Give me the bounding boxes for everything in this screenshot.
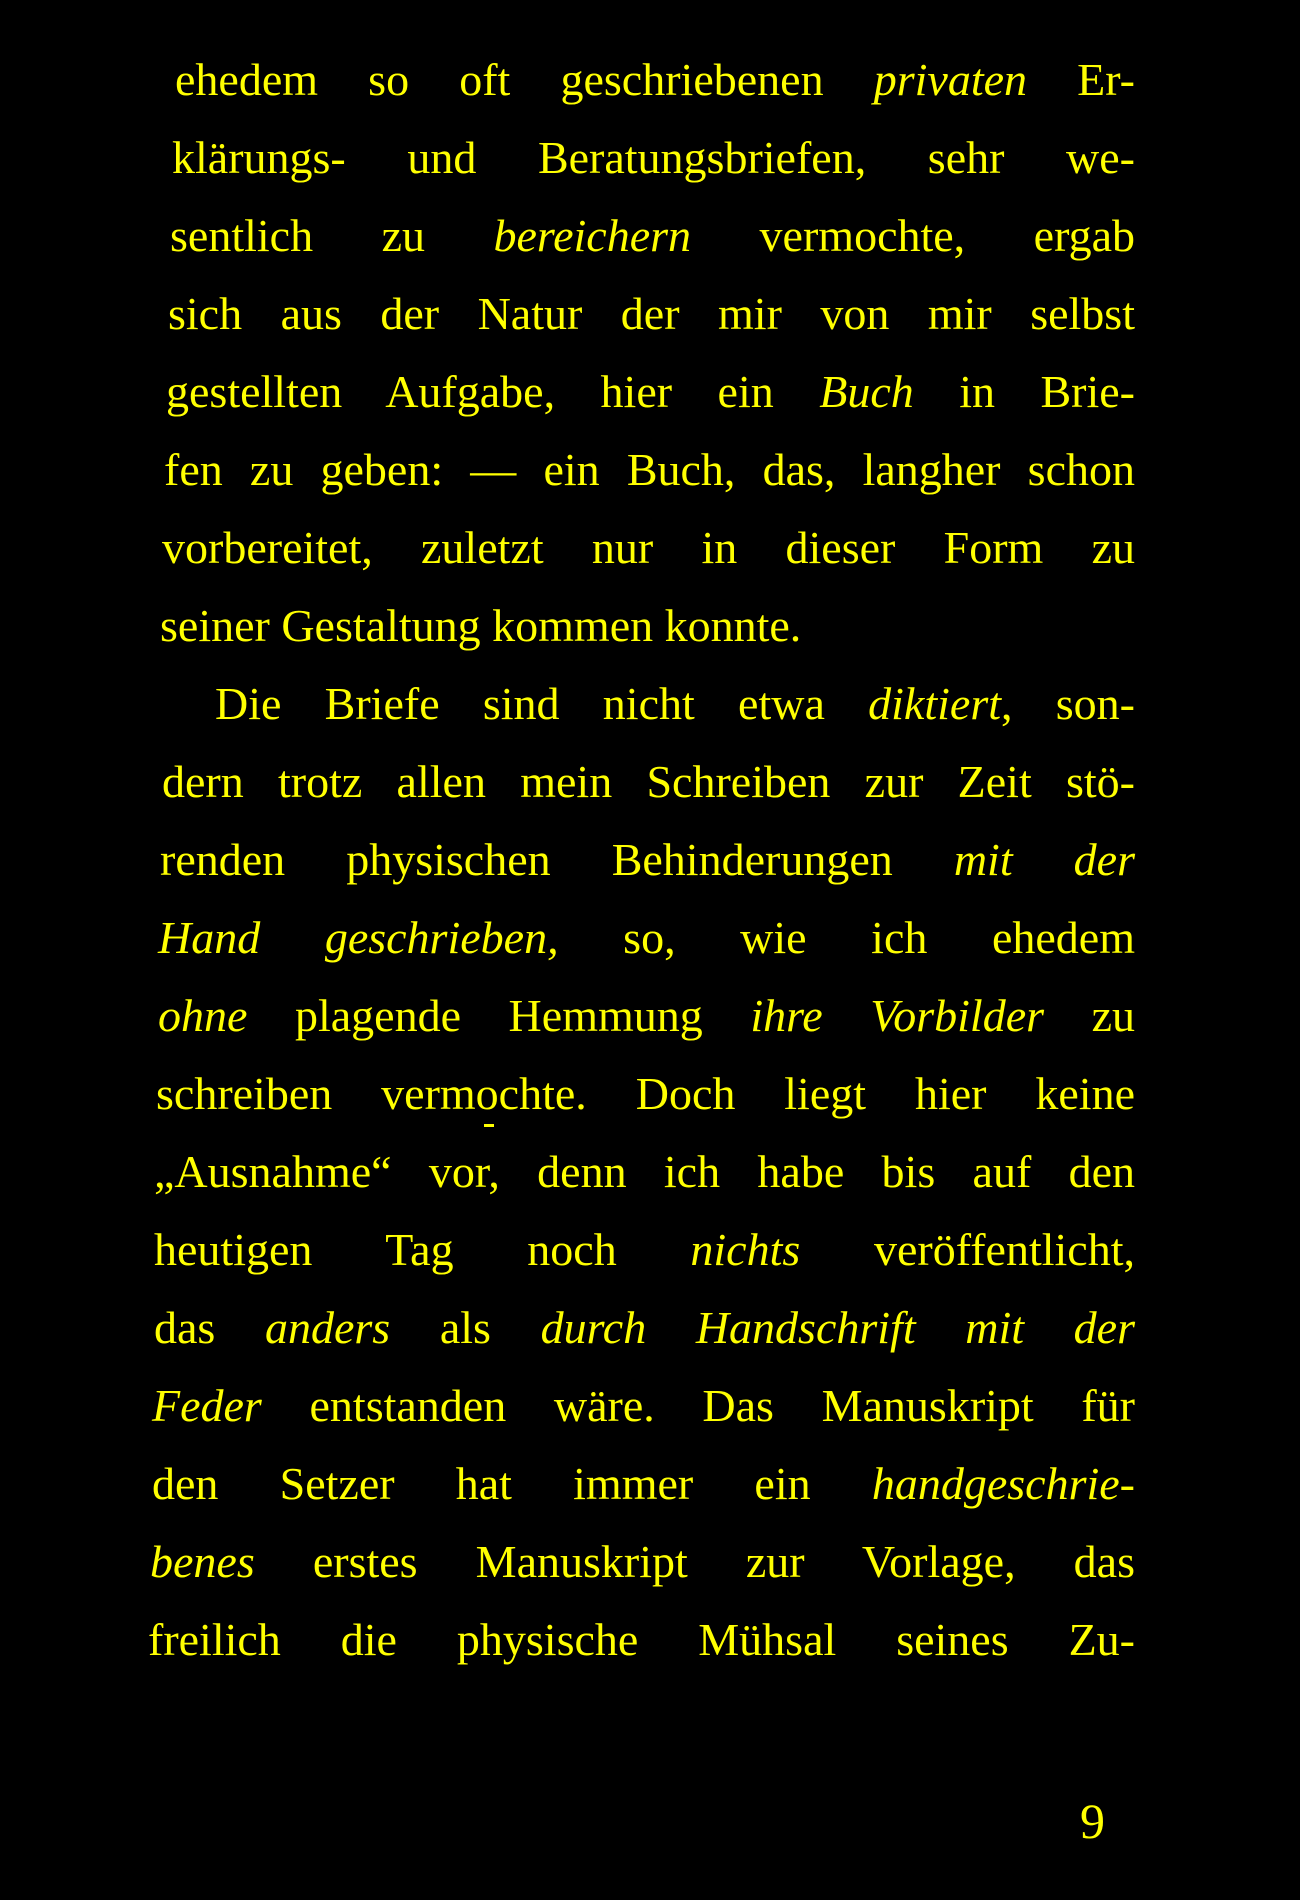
text-segment: in Brie- — [913, 366, 1135, 417]
text-segment: den Setzer hat immer ein — [152, 1458, 872, 1509]
italic-segment: privaten — [873, 54, 1028, 105]
text-line — [158, 910, 1135, 966]
text-line — [156, 1066, 1135, 1122]
text-segment: so, wie ich ehedem — [558, 912, 1135, 963]
italic-segment: mit der — [953, 834, 1135, 885]
text-segment: seiner Gestaltung kommen konnte. — [160, 600, 802, 651]
italic-segment: ohne — [158, 990, 248, 1041]
text-segment: gestellten Aufgabe, hier ein — [166, 366, 820, 417]
text-segment: , son- — [1001, 678, 1135, 729]
text-segment: fen zu geben: — ein Buch, das, langher schon — [164, 444, 1135, 495]
page-number: 9 — [1080, 1793, 1105, 1849]
italic-segment: diktiert — [868, 678, 1002, 729]
text-segment: vermochte, ergab — [691, 210, 1135, 261]
italic-segment: nichts — [690, 1224, 801, 1275]
text-line — [175, 52, 1135, 108]
text-segment: entstanden wäre. Das Manuskript für — [261, 1380, 1135, 1431]
italic-segment: Buch — [819, 366, 914, 417]
margin-mark — [484, 1124, 494, 1127]
text-segment: das — [154, 1302, 265, 1353]
text-segment: heutigen Tag noch — [154, 1224, 691, 1275]
italic-segment: handgeschrie- — [871, 1458, 1135, 1509]
text-line — [172, 130, 1135, 186]
italic-segment: durch Handschrift mit der — [540, 1302, 1135, 1353]
italic-segment: ihre Vorbilder — [750, 990, 1045, 1041]
text-segment: schreiben vermochte. Doch liegt hier keine — [156, 1068, 1135, 1119]
text-segment: zu — [1044, 990, 1136, 1041]
text-segment: als — [390, 1302, 541, 1353]
text-line — [154, 1144, 1135, 1200]
text-line — [170, 208, 1135, 264]
text-segment: sentlich zu — [170, 210, 494, 261]
text-segment: veröffentlicht, — [800, 1224, 1135, 1275]
text-line — [166, 364, 1135, 420]
text-line — [150, 1534, 1135, 1590]
italic-segment: Hand geschrieben, — [158, 912, 559, 963]
text-segment: Er- — [1027, 54, 1135, 105]
text-line — [164, 442, 1135, 498]
text-line — [152, 1456, 1135, 1512]
text-segment: dern trotz allen mein Schreiben zur Zeit stö- — [162, 756, 1135, 807]
text-segment: plagende Hemmung — [247, 990, 751, 1041]
text-line — [162, 754, 1135, 810]
text-line — [160, 832, 1135, 888]
text-segment: Die Briefe sind nicht etwa — [215, 678, 869, 729]
italic-segment: Feder — [152, 1380, 262, 1431]
text-line — [162, 520, 1135, 576]
text-segment: sich aus der Natur der mir von mir selbst — [168, 288, 1135, 339]
italic-segment: bereichern — [493, 210, 692, 261]
text-segment: vorbereitet, zuletzt nur in dieser Form zu — [162, 522, 1135, 573]
text-line — [168, 286, 1135, 342]
text-line — [158, 988, 1135, 1044]
italic-segment: anders — [264, 1302, 391, 1353]
text-line — [215, 676, 1135, 732]
text-line — [160, 598, 1135, 654]
text-segment: ehedem so oft geschriebenen — [175, 54, 874, 105]
text-line — [154, 1222, 1135, 1278]
text-line — [152, 1378, 1135, 1434]
italic-segment: benes — [150, 1536, 255, 1587]
text-segment: erstes Manuskript zur Vorlage, das — [254, 1536, 1135, 1587]
text-segment: renden physischen Behinderungen — [160, 834, 954, 885]
text-line — [148, 1612, 1135, 1668]
text-segment: freilich die physische Mühsal seines Zu- — [148, 1614, 1135, 1665]
text-segment: „Ausnahme“ vor, denn ich habe bis auf den — [154, 1146, 1135, 1197]
text-segment: klärungs- und Beratungsbriefen, sehr we- — [172, 132, 1135, 183]
text-line — [154, 1300, 1135, 1356]
